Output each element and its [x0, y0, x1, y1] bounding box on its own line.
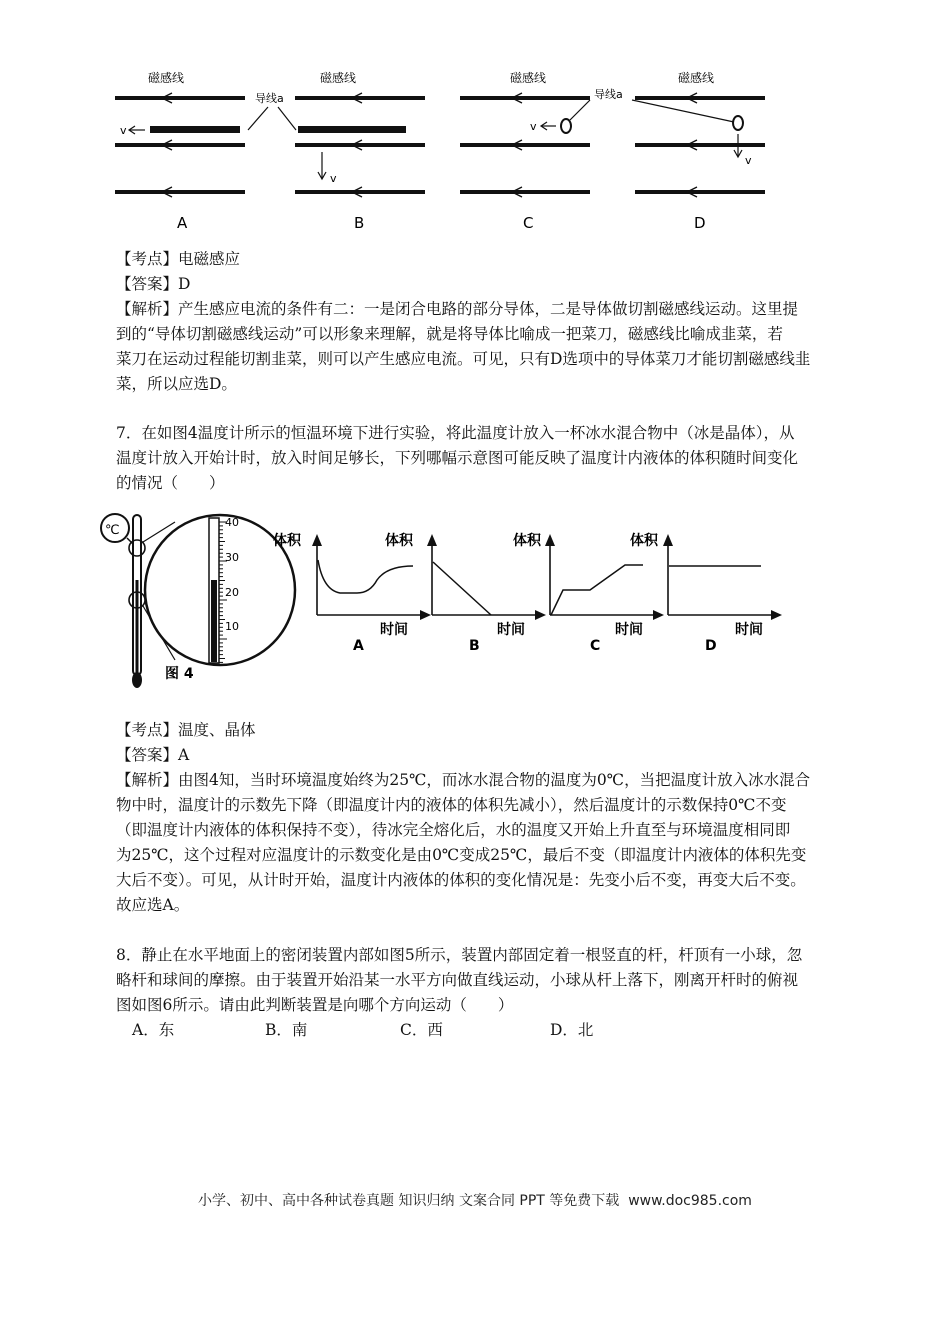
q8-option-b: B．南 [265, 1021, 308, 1039]
q7-jiexi-line-4: 为25℃，这个过程对应温度计的示数变化是由0℃变成25℃，最后不变（即温度计内液体的体积先变 [116, 846, 807, 864]
q6-kaodian: 【考点】电磁感应 [116, 250, 241, 268]
tick-40: 40 [225, 516, 239, 529]
wire-label-ab: 导线a [255, 92, 284, 105]
q7-kaodian: 【考点】温度、晶体 [116, 721, 256, 739]
graph-a-xlabel: 时间 [380, 622, 408, 638]
q8-option-a: A．东 [132, 1021, 175, 1039]
graph-c-option: C [590, 638, 601, 654]
q7-answer: 【答案】A [116, 746, 190, 764]
graph-c-xlabel: 时间 [615, 622, 643, 638]
q7-jiexi-line-1: 【解析】由图4知，当时环境温度始终为25℃，而冰水混合物的温度为0℃，当把温度计放入冰水混合 [116, 771, 811, 789]
graph-d-xlabel: 时间 [735, 622, 763, 638]
panel-b [278, 70, 425, 197]
q7-line-2: 温度计放入开始计时，放入时间足够长，下列哪幅示意图可能反映了温度计内液体的体积随时间变化 [116, 449, 799, 467]
q7-jiexi-line-5: 大后不变）。可见，从计时开始，温度计内液体的体积的变化情况是：先变小后不变，再变大后不变。 [116, 871, 806, 889]
thermometer-figure [95, 510, 795, 695]
footer-text: 小学、初中、高中各种试卷真题 知识归纳 文案合同 PPT 等免费下载 [198, 1193, 620, 1209]
q7-jiexi-line-6: 故应选A。 [116, 896, 190, 914]
graph-a-ylabel: 体积 [273, 533, 301, 549]
tick-30: 30 [225, 551, 239, 564]
graph-c-ylabel: 体积 [630, 533, 658, 549]
panel-a-field-label: 磁感线 [148, 71, 185, 85]
magnetic-field-figure [100, 60, 780, 240]
celsius-icon: ℃ [105, 523, 120, 538]
graph-a [273, 532, 431, 654]
graph-d-option: D [705, 638, 717, 654]
panel-c-v: v [530, 120, 537, 133]
q6-jiexi-line-4: 菜，所以应选D。 [116, 375, 237, 393]
q8-option-d: D．北 [550, 1021, 594, 1039]
footer-site-link[interactable]: www.doc985.com [628, 1193, 752, 1209]
graph-a-ylabel-right: 体积 [385, 533, 413, 549]
panel-c [460, 70, 590, 197]
tick-20: 20 [225, 586, 239, 599]
panel-a-v: v [120, 124, 127, 137]
graph-d [663, 534, 782, 654]
wire-label-cd: 导线a [594, 88, 623, 101]
panel-b-field-label: 磁感线 [320, 71, 357, 85]
q8-line-3: 图如图6所示。请由此判断装置是向哪个方向运动（ ） [116, 996, 514, 1014]
option-b-label: B [354, 214, 365, 232]
q8-line-1: 8．静止在水平地面上的密闭装置内部如图5所示，装置内部固定着一根竖直的杆，杆顶有一小球，忽 [116, 946, 803, 964]
panel-d [632, 70, 765, 197]
panel-b-v: v [330, 172, 337, 185]
q8-line-2: 略杆和球间的摩擦。由于装置开始沿某一水平方向做直线运动，小球从杆上落下，刚离开杆时的俯视 [116, 971, 799, 989]
q6-jiexi-line-1: 【解析】产生感应电流的条件有二：一是闭合电路的部分导体，二是导体做切割磁感线运动。这里提 [116, 300, 799, 318]
q7-jiexi-line-2: 物中时，温度计的示数先下降（即温度计内的液体的体积先减小），然后温度计的示数保持0℃不变 [116, 796, 787, 814]
graph-b-option: B [469, 638, 480, 654]
q8-option-c: C．西 [400, 1021, 443, 1039]
graph-b-ylabel: 体积 [513, 533, 541, 549]
q7-jiexi-line-3: （即温度计内液体的体积保持不变），待冰完全熔化后，水的温度又开始上升直至与环境温度相同即 [116, 821, 791, 839]
q6-answer: 【答案】D [116, 275, 191, 293]
graph-c [545, 532, 664, 654]
panel-a [115, 70, 268, 197]
graph-b [427, 532, 546, 654]
option-c-label: C [523, 214, 534, 232]
q6-jiexi-line-3: 菜刀在运动过程能切割韭菜，则可以产生感应电流。可见，只有D选项中的导体菜刀才能切割磁感线韭 [116, 350, 811, 368]
option-d-label: D [694, 214, 706, 232]
graph-b-xlabel: 时间 [497, 622, 525, 638]
q6-jiexi-line-2: 到的“导体切割磁感线运动”可以形象来理解，就是将导体比喻成一把菜刀，磁感线比喻成韭菜，若 [116, 325, 783, 343]
page-footer [0, 1190, 950, 1210]
q7-line-3: 的情况（ ） [116, 474, 225, 492]
graph-a-option: A [353, 638, 364, 654]
panel-d-field-label: 磁感线 [678, 71, 715, 85]
panel-c-field-label: 磁感线 [510, 71, 547, 85]
figure-4-label: 图 4 [165, 666, 194, 682]
tick-10: 10 [225, 620, 239, 633]
panel-d-v: v [745, 154, 752, 167]
q7-line-1: 7．在如图4温度计所示的恒温环境下进行实验，将此温度计放入一杯冰水混合物中（冰是晶体），从 [116, 424, 795, 442]
option-a-label: A [177, 214, 188, 232]
